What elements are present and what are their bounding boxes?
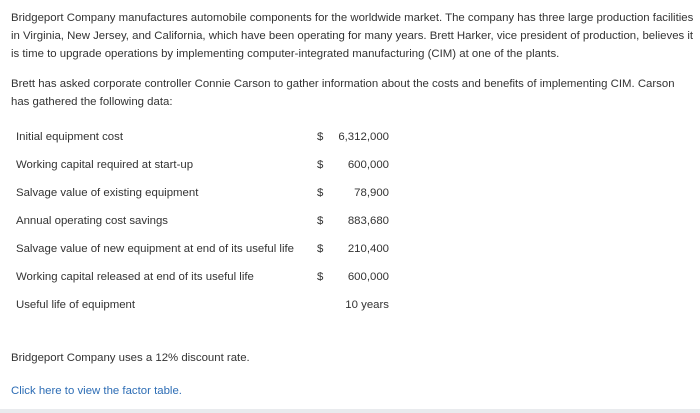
currency-symbol: $ (317, 159, 324, 171)
table-row (16, 210, 400, 238)
currency-symbol: $ (317, 187, 324, 199)
row-label: Salvage value of existing equipment (16, 187, 199, 199)
row-value: 210,400 (347, 243, 389, 255)
row-value: 10 years (345, 299, 389, 311)
bottom-divider (0, 409, 700, 413)
currency-symbol: $ (317, 215, 324, 227)
factor-table-link[interactable]: Click here to view the factor table. (11, 385, 182, 397)
row-label: Useful life of equipment (16, 299, 136, 311)
row-label: Working capital required at start-up (16, 159, 194, 171)
currency-symbol: $ (317, 243, 324, 255)
row-value: 600,000 (347, 159, 389, 171)
cost-data-table (16, 126, 400, 322)
row-label: Annual operating cost savings (16, 215, 168, 227)
intro-paragraph-2: Brett has asked corporate controller Connie Carson to gather information about the costs and benefits of implementing CIM. Carson has gathered the following data: (11, 78, 675, 108)
table-row (16, 294, 400, 322)
intro-paragraph-1: Bridgeport Company manufactures automobile components for the worldwide market. The company has three large production facilities in Virginia, New Jersey, and California, which have been operating for many years. Brett Harker, vice president of production, believes it is time to upgrade operations by implementing computer-integrated manufacturing (CIM) at one of the plants. (11, 12, 694, 60)
table-row (16, 266, 400, 294)
table-row (16, 238, 400, 266)
table-row (16, 154, 400, 182)
table-row (16, 182, 400, 210)
row-label: Initial equipment cost (16, 131, 124, 143)
row-value: 600,000 (347, 271, 389, 283)
row-value: 78,900 (354, 187, 389, 199)
row-value: 883,680 (347, 215, 389, 227)
discount-rate-text: Bridgeport Company uses a 12% discount rate. (11, 352, 250, 364)
table-row (16, 126, 400, 154)
currency-symbol: $ (317, 131, 324, 143)
row-value: 6,312,000 (338, 131, 389, 143)
currency-symbol: $ (317, 271, 324, 283)
row-label: Salvage value of new equipment at end of its useful life (16, 243, 294, 255)
row-label: Working capital released at end of its useful life (16, 271, 254, 283)
